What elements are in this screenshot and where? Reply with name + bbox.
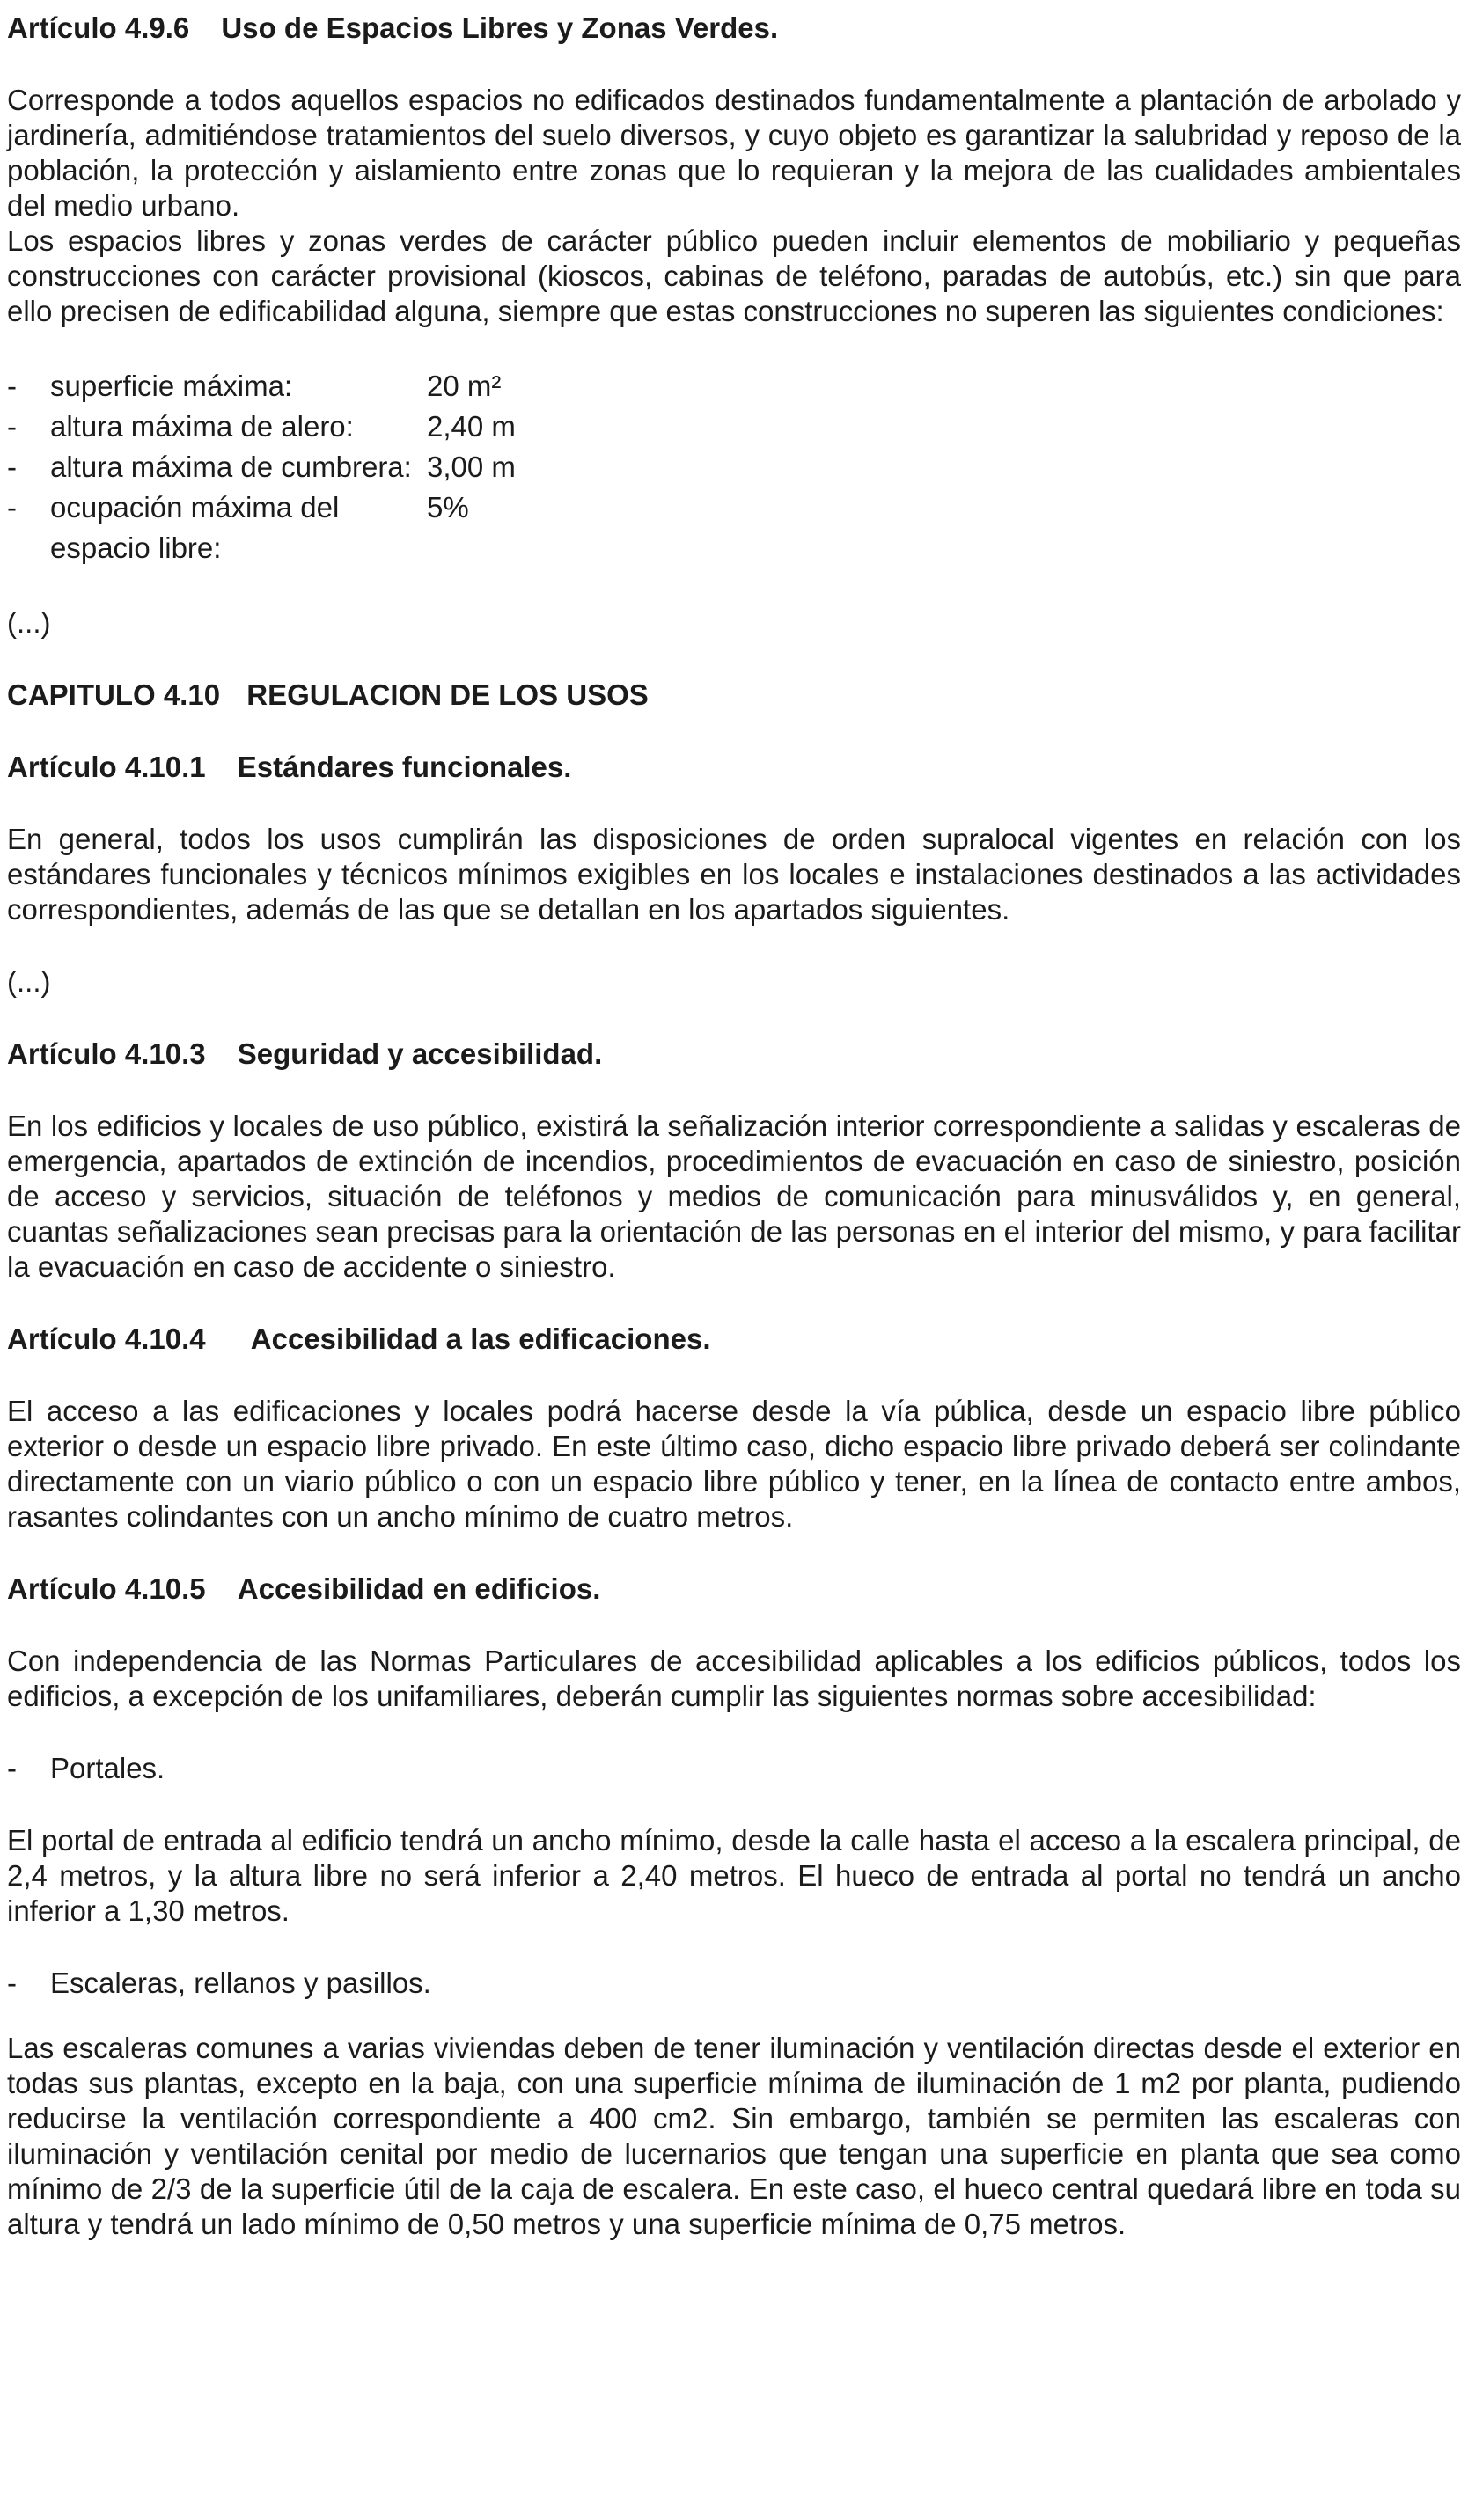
article-4-10-1-heading <box>7 750 1461 785</box>
condition-value: 5% <box>427 491 469 524</box>
article-4-10-1-paragraph: En general, todos los usos cumplirán las disposiciones de orden supralocal vigentes en relación con los estándares funcionales y técnicos mínimos exigibles en los locales e instalaciones destinados a las actividades correspondientes, además de las que se detallan en los apartados siguientes. <box>7 823 1461 926</box>
article-4-10-4-number: Artículo 4.10.4 <box>7 1322 206 1355</box>
article-4-9-6-paragraph-2: Los espacios libres y zonas verdes de carácter público pueden incluir elementos de mobiliario y pequeñas construcciones con carácter provisional (kioscos, cabinas de teléfono, paradas de autobús, etc.) sin que para ello precisen de edificabilidad alguna, siempre que estas construcciones no superen las siguientes condiciones: <box>7 224 1461 327</box>
condition-value: 20 m² <box>427 370 502 402</box>
condition-row-alero <box>7 407 1461 447</box>
article-4-10-5-title: Accesibilidad en edificios. <box>237 1572 601 1605</box>
condition-label: altura máxima de cumbrera: <box>50 451 412 483</box>
conditions-list <box>7 366 1461 568</box>
article-4-9-6-number: Artículo 4.9.6 <box>7 11 190 44</box>
dash-marker: - <box>7 491 17 524</box>
article-4-9-6-heading <box>7 11 1461 46</box>
condition-value: 3,00 m <box>427 451 516 483</box>
condition-label: altura máxima de alero: <box>50 410 354 443</box>
chapter-4-10-title: REGULACION DE LOS USOS <box>246 678 649 711</box>
ellipsis-marker: (...) <box>7 606 51 639</box>
dash-marker: - <box>7 1967 17 1999</box>
article-4-10-4-title: Accesibilidad a las edificaciones. <box>250 1322 711 1355</box>
dash-marker: - <box>7 451 17 483</box>
chapter-4-10-heading <box>7 678 1461 713</box>
article-4-10-5-paragraph: Con independencia de las Normas Particulares de accesibilidad aplicables a los edificios públicos, todos los edificios, a excepción de los unifamiliares, deberán cumplir las siguientes normas sobre accesibilidad: <box>7 1645 1461 1712</box>
bullet-escaleras-label: Escaleras, rellanos y pasillos. <box>50 1967 431 1999</box>
condition-row-superficie <box>7 366 1461 407</box>
article-4-10-3-number: Artículo 4.10.3 <box>7 1037 206 1070</box>
article-4-10-1-title: Estándares funcionales. <box>237 751 572 783</box>
portales-paragraph: El portal de entrada al edificio tendrá un ancho mínimo, desde la calle hasta el acceso a la escalera principal, de 2,4 metros, y la altura libre no será inferior a 2,40 metros. El hueco de entrada al portal no tendrá un ancho inferior a 1,30 metros. <box>7 1824 1461 1927</box>
bullet-portales <box>7 1751 1461 1786</box>
article-4-10-4-paragraph: El acceso a las edificaciones y locales podrá hacerse desde la vía pública, desde un espacio libre público exterior o desde un espacio libre privado. En este último caso, dicho espacio libre privado deberá ser colindante directamente con un viario público o con un espacio libre público y tener, en la línea de contacto entre ambos, rasantes colindantes con un ancho mínimo de cuatro metros. <box>7 1395 1461 1533</box>
escaleras-paragraph: Las escaleras comunes a varias viviendas deben de tener iluminación y ventilación directas desde el exterior en todas sus plantas, excepto en la baja, con una superficie mínima de iluminación de 1 m2 por planta, pudiendo reducirse la ventilación correspondiente a 400 cm2. Sin embargo, también se permiten las escaleras con iluminación y ventilación cenital por medio de lucernarios que tengan una superficie en planta que sea como mínimo de 2/3 de la superficie útil de la caja de escalera. En este caso, el hueco central quedará libre en toda su altura y tendrá un lado mínimo de 0,50 metros y una superficie mínima de 0,75 metros. <box>7 2032 1461 2240</box>
dash-marker: - <box>7 370 17 402</box>
article-4-10-1-number: Artículo 4.10.1 <box>7 751 206 783</box>
article-4-10-3-heading <box>7 1037 1461 1072</box>
article-4-10-3-paragraph: En los edificios y locales de uso público, existirá la señalización interior correspondiente a salidas y escaleras de emergencia, apartados de extinción de incendios, procedimientos de evacuación en caso de siniestro, posición de acceso y servicios, situación de teléfonos y medios de comunicación para minusválidos y, en general, cuantas señalizaciones sean precisas para la orientación de las personas en el interior del mismo, y para facilitar la evacuación en caso de accidente o siniestro. <box>7 1110 1461 1283</box>
condition-value: 2,40 m <box>427 410 516 443</box>
condition-row-cumbrera <box>7 447 1461 487</box>
condition-label: superficie máxima: <box>50 370 293 402</box>
ellipsis-marker: (...) <box>7 965 51 998</box>
article-4-10-4-heading <box>7 1322 1461 1357</box>
dash-marker: - <box>7 1752 17 1784</box>
article-4-9-6-paragraph-1: Corresponde a todos aquellos espacios no edificados destinados fundamentalmente a plantación de arbolado y jardinería, admitiéndose tratamientos del suelo diversos, y cuyo objeto es garantizar la salubridad y reposo de la población, la protección y aislamiento entre zonas que lo requieran y la mejora de las cualidades ambientales del medio urbano. <box>7 84 1461 222</box>
article-4-10-5-heading <box>7 1571 1461 1607</box>
article-4-9-6-title: Uso de Espacios Libres y Zonas Verdes. <box>221 11 779 44</box>
dash-marker: - <box>7 410 17 443</box>
bullet-portales-label: Portales. <box>50 1752 165 1784</box>
bullet-escaleras <box>7 1966 1461 2001</box>
condition-row-ocupacion <box>7 487 1461 568</box>
chapter-4-10-number: CAPITULO 4.10 <box>7 678 221 711</box>
article-4-10-5-number: Artículo 4.10.5 <box>7 1572 206 1605</box>
article-4-10-3-title: Seguridad y accesibilidad. <box>237 1037 603 1070</box>
condition-label: ocupación máxima del espacio libre: <box>50 491 340 564</box>
